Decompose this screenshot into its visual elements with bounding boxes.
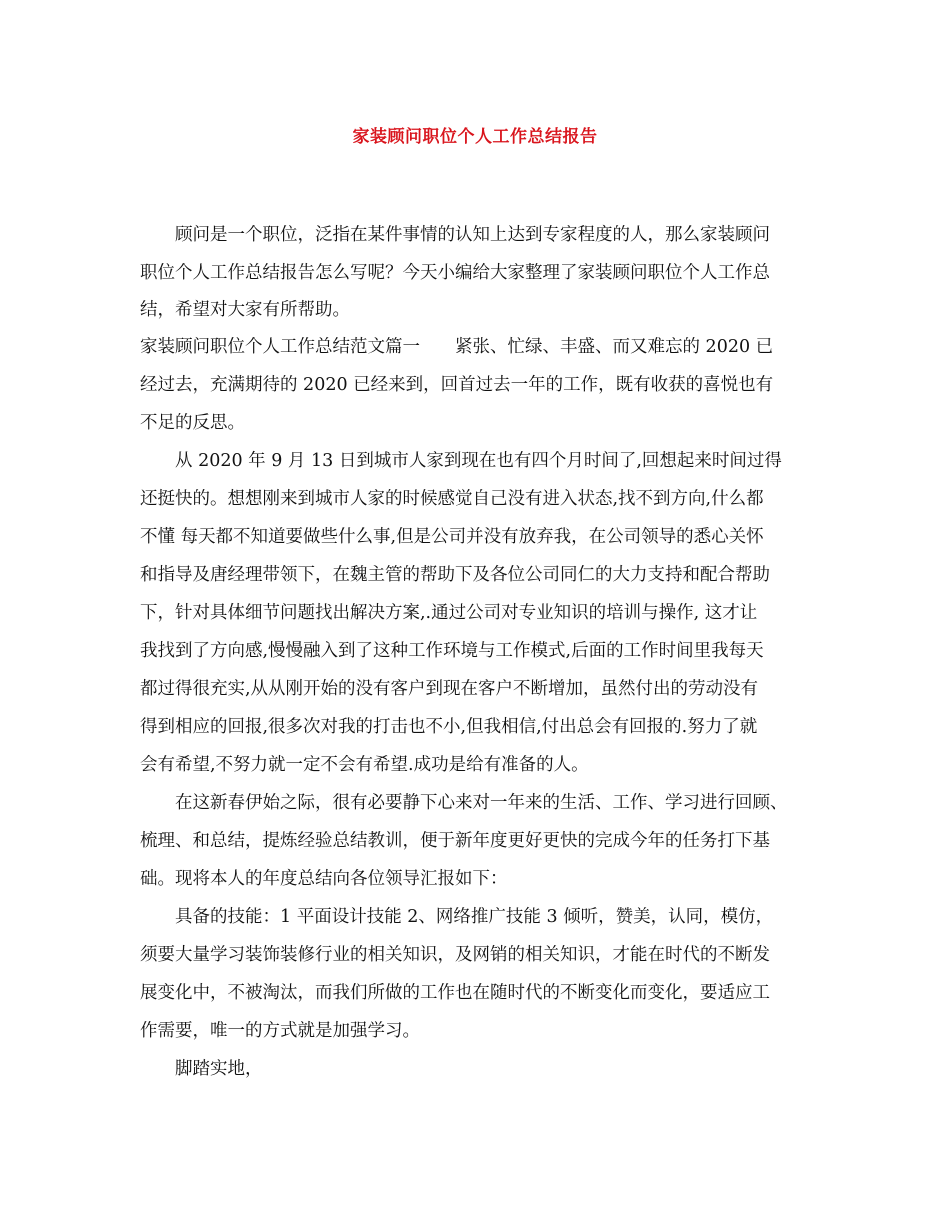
paragraph-line: 具备的技能：1 平面设计技能 2、网络推广技能 3 倾听，赞美，认同，模仿， bbox=[175, 907, 774, 927]
paragraph-line: 不足的反思。 bbox=[140, 413, 245, 433]
paragraph-line: 梳理、和总结，提炼经验总结教训，便于新年度更好更快的完成今年的任务打下基 bbox=[140, 831, 770, 851]
paragraph-line: 在这新春伊始之际，很有必要静下心来对一年来的生活、工作、学习进行回顾、 bbox=[175, 793, 788, 813]
paragraph-line: 顾问是一个职位，泛指在某件事情的认知上达到专家程度的人，那么家装顾问 bbox=[175, 225, 770, 245]
paragraph-line: 和指导及唐经理带领下，在魏主管的帮助下及各位公司同仁的大力支持和配合帮助 bbox=[140, 565, 770, 585]
document-body bbox=[140, 216, 816, 1088]
paragraph-line: 还挺快的。想想刚来到城市人家的时候感觉自己没有进入状态,找不到方向,什么都 bbox=[140, 489, 764, 509]
paragraph-line: 展变化中，不被淘汰，而我们所做的工作也在随时代的不断变化而变化，要适应工 bbox=[140, 983, 770, 1003]
paragraph-line: 下，针对具体细节问题找出解决方案,.通过公司对专业知识的培训与操作, 这才让 bbox=[140, 603, 758, 623]
paragraph-line: 从 2020 年 9 月 13 日到城市人家到现在也有四个月时间了,回想起来时间过得 bbox=[175, 451, 782, 471]
paragraph-line: 结，希望对大家有所帮助。 bbox=[140, 300, 350, 320]
paragraph-line: 作需要，唯一的方式就是加强学习。 bbox=[140, 1021, 420, 1041]
paragraph-line: 会有希望,不努力就一定不会有希望.成功是给有准备的人。 bbox=[140, 755, 589, 775]
paragraph-line: 得到相应的回报,很多次对我的打击也不小,但我相信,付出总会有回报的.努力了就 bbox=[140, 717, 758, 737]
paragraph-line: 经过去，充满期待的 2020 已经来到，回首过去一年的工作，既有收获的喜悦也有 bbox=[140, 375, 774, 395]
paragraph-line: 职位个人工作总结报告怎么写呢？今天小编给大家整理了家装顾问职位个人工作总 bbox=[140, 263, 770, 283]
paragraph-line: 都过得很充实,从从刚开始的没有客户到现在客户不断增加，虽然付出的劳动没有 bbox=[140, 679, 759, 699]
paragraph-line: 须要大量学习装饰装修行业的相关知识，及网销的相关知识，才能在时代的不断发 bbox=[140, 945, 770, 965]
paragraph-line: 础。现将本人的年度总结向各位领导汇报如下： bbox=[140, 869, 508, 889]
document-title: 家装顾问职位个人工作总结报告 bbox=[352, 127, 598, 147]
paragraph-line: 家装顾问职位个人工作总结范文篇一 紧张、忙绿、丰盛、而又难忘的 2020 已 bbox=[140, 337, 774, 357]
paragraph-line: 我找到了方向感,慢慢融入到了这种工作环境与工作模式,后面的工作时间里我每天 bbox=[140, 641, 764, 661]
paragraph-line: 脚踏实地， bbox=[175, 1059, 263, 1079]
paragraph-line: 不懂 每天都不知道要做些什么事,但是公司并没有放弃我，在公司领导的悉心关怀 bbox=[140, 527, 764, 547]
